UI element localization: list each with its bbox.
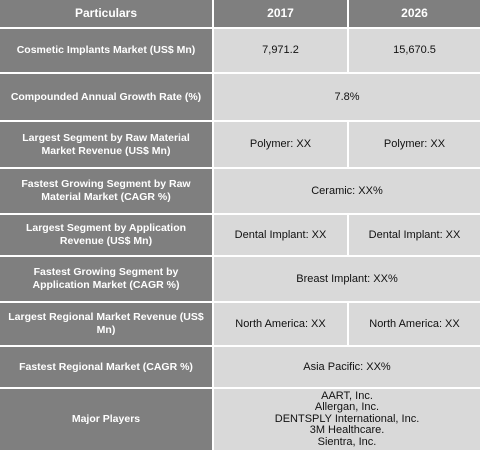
player-name: DENTSPLY International, Inc.: [274, 412, 420, 425]
header-particulars: Particulars: [0, 0, 212, 27]
player-name: Sientra, Inc.: [317, 435, 377, 448]
app-largest-2026: Dental Implant: XX: [349, 215, 480, 255]
raw-largest-2026: Polymer: XX: [349, 122, 480, 167]
player-name: Allergan, Inc.: [314, 401, 380, 414]
row-label-raw-largest: Largest Segment by Raw Material Market Revenue (US$ Mn): [0, 122, 212, 167]
app-fastest-value: Breast Implant: XX%: [214, 257, 480, 301]
market-value-2026: 15,670.5: [349, 29, 480, 72]
table-row: [0, 169, 480, 213]
table-row: [0, 74, 480, 120]
header-year-2026: 2026: [349, 0, 480, 27]
region-fastest-value: Asia Pacific: XX%: [214, 347, 480, 387]
header-year-2017: 2017: [214, 0, 347, 27]
region-largest-2026: North America: XX: [349, 303, 480, 345]
table-row: [0, 389, 480, 450]
row-label-region-largest: Largest Regional Market Revenue (US$ Mn): [0, 303, 212, 345]
row-label-app-largest: Largest Segment by Application Revenue (US$ Mn): [0, 215, 212, 255]
region-largest-2017: North America: XX: [214, 303, 347, 345]
raw-fastest-value: Ceramic: XX%: [214, 169, 480, 213]
row-label-raw-fastest: Fastest Growing Segment by Raw Material Market (CAGR %): [0, 169, 212, 213]
row-label-app-fastest: Fastest Growing Segment by Application Market (CAGR %): [0, 257, 212, 301]
player-name: 3M Healthcare.: [309, 424, 385, 437]
row-label-players: Major Players: [0, 389, 212, 450]
row-label-market: Cosmetic Implants Market (US$ Mn): [0, 29, 212, 72]
cagr-value: 7.8%: [214, 74, 480, 120]
players-list: [214, 389, 480, 450]
app-largest-2017: Dental Implant: XX: [214, 215, 347, 255]
table-row: [0, 29, 480, 72]
row-label-region-fastest: Fastest Regional Market (CAGR %): [0, 347, 212, 387]
row-label-cagr: Compounded Annual Growth Rate (%): [0, 74, 212, 120]
player-name: AART, Inc.: [321, 389, 373, 402]
table-row: [0, 122, 480, 167]
market-value-2017: 7,971.2: [214, 29, 347, 72]
table-row: [0, 257, 480, 301]
raw-largest-2017: Polymer: XX: [214, 122, 347, 167]
table-row: [0, 347, 480, 387]
table-row: [0, 303, 480, 345]
table-row: [0, 215, 480, 255]
header-row: [0, 0, 480, 27]
